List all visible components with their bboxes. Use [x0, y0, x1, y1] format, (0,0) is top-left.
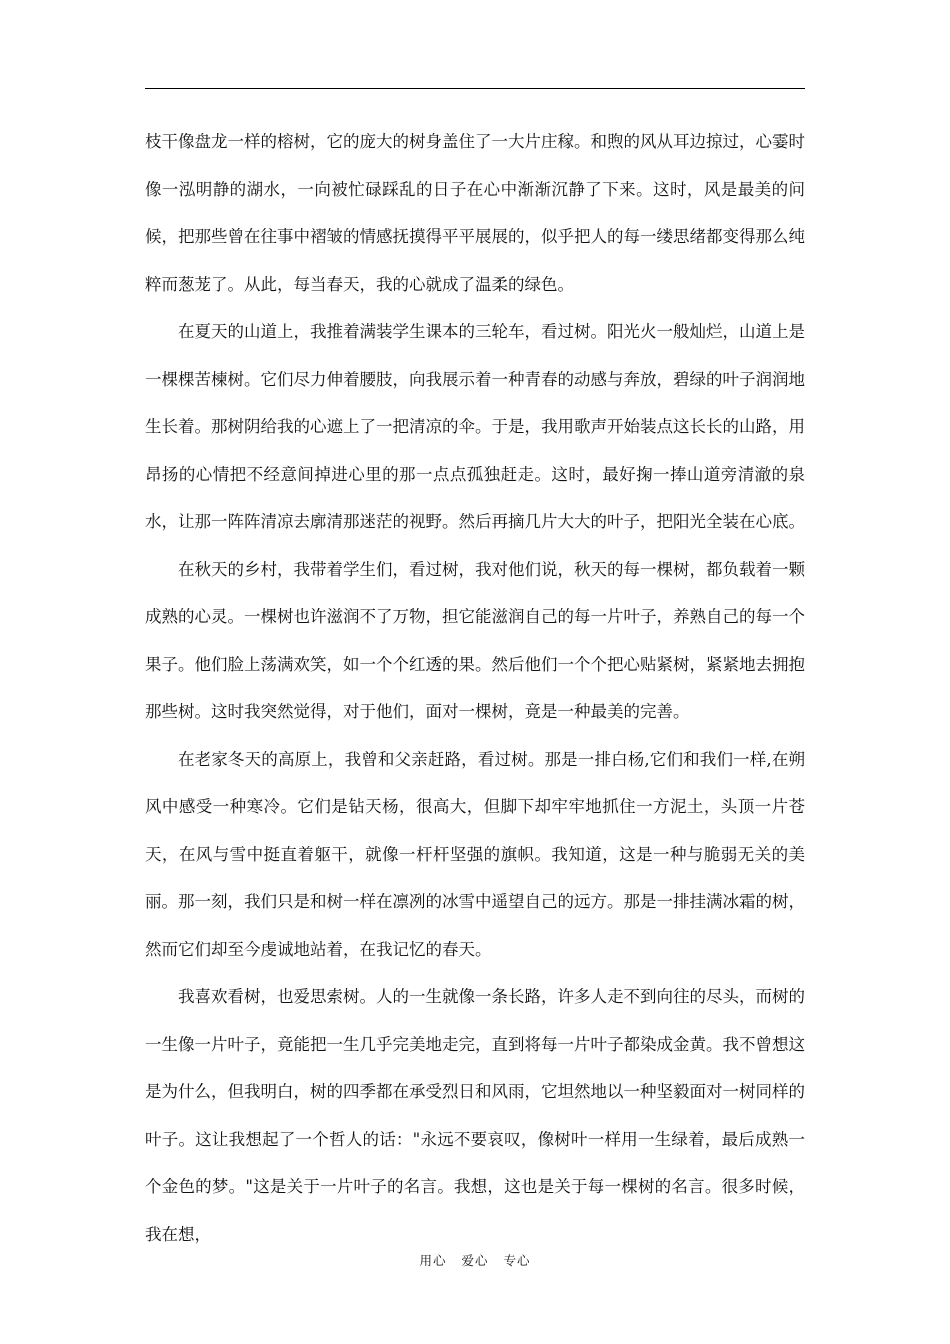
paragraph-reflection: 我喜欢看树，也爱思索树。人的一生就像一条长路，许多人走不到向往的尽头，而树的一生像一片叶子，竟能把一生几乎完美地走完，直到将每一片叶子都染成金黄。我不曾想这是为什么，但我明白，树的四季都在承受烈日和风雨，它坦然地以一种坚毅面对一树同样的叶子。这让我想起了一个哲人的话："永远不要哀叹，像树叶一样用一生绿着，最后成熟一个金色的梦。"这是关于一片叶子的名言。我想，这也是关于每一棵树的名言。很多时候，我在想， [145, 987, 805, 1244]
paragraph-winter: 在老家冬天的高原上，我曾和父亲赶路，看过树。那是一排白杨,它们和我们一样,在朔风中感受一种寒冷。它们是钻天杨，很高大，但脚下却牢牢地抓住一方泥土，头顶一片苍天，在风与雪中挺直着躯干，就像一杆杆坚强的旗帜。我知道，这是一种与脆弱无关的美丽。那一刻，我们只是和树一样在凛冽的冰雪中遥望自己的远方。那是一排挂满冰霜的树，然而它们却至今虔诚地站着，在我记忆的春天。 [145, 749, 805, 959]
paragraph-summer: 在夏天的山道上，我推着满装学生课本的三轮车，看过树。阳光火一般灿烂，山道上是一棵棵苦楝树。它们尽力伸着腰肢，向我展示着一种青春的动感与奔放，碧绿的叶子润润地生长着。那树阴给我的心遮上了一把清凉的伞。于是，我用歌声开始装点这长长的山路，用昂扬的心情把不经意间掉进心里的那一点点孤独赶走。这时，最好掬一捧山道旁清澈的泉水，让那一阵阵清凉去廓清那迷茫的视野。然后再摘几片大大的叶子，把阳光全装在心底。 [145, 322, 805, 531]
paragraph-spring-continued: 枝干像盘龙一样的榕树，它的庞大的树身盖住了一大片庄稼。和煦的风从耳边掠过，心霎时像一泓明静的湖水，一向被忙碌踩乱的日子在心中渐渐沉静了下来。这时，风是最美的问候，把那些曾在往事中褶皱的情感抚摸得平平展展的，似乎把人的每一缕思绪都变得那么纯粹而葱茏了。从此，每当春天，我的心就成了温柔的绿色。 [145, 132, 805, 294]
paragraph-autumn: 在秋天的乡村，我带着学生们，看过树，我对他们说，秋天的每一棵树，都负载着一颗成熟的心灵。一棵树也许滋润不了万物，担它能滋润自己的每一片叶子，养熟自己的每一个果子。他们脸上荡满欢笑，如一个个红透的果。然后他们一个个把心贴紧树，紧紧地去拥抱那些树。这时我突然觉得，对于他们，面对一棵树，竟是一种最美的完善。 [145, 559, 805, 721]
header-rule [145, 88, 805, 89]
page-footer: 用心 爱心 专心 [419, 1253, 531, 1268]
document-body [145, 118, 805, 1258]
